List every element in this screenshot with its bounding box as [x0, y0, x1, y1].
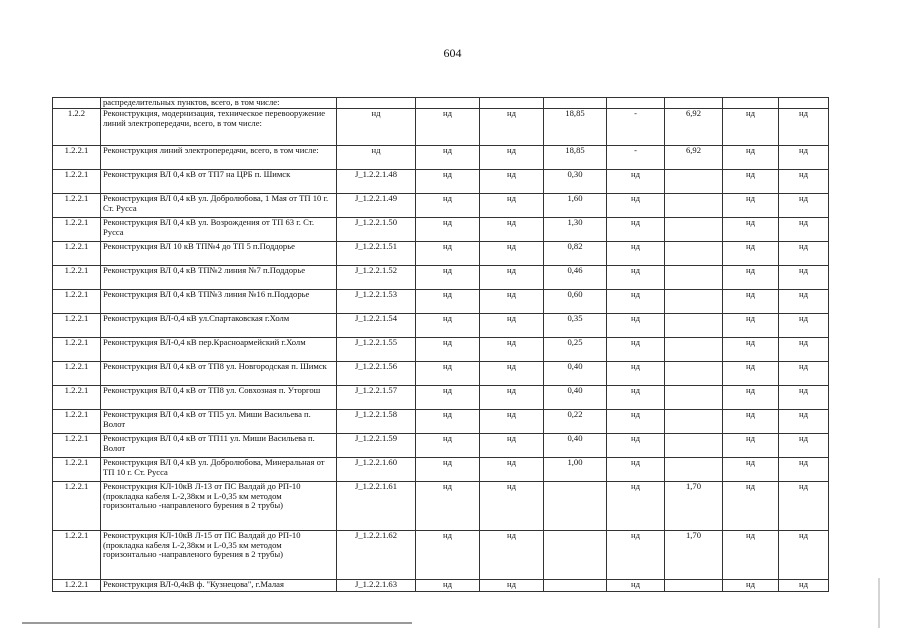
row-id: J_1.2.2.1.55 [337, 337, 416, 361]
col9-value: нд [723, 193, 779, 217]
col10-value: нд [779, 385, 829, 409]
table-row [53, 313, 829, 337]
col5-value: нд [480, 241, 544, 265]
row-name: Реконструкция ВЛ 0,4 кВ ул. Добролюбова, 1 Мая от ТП 10 г. Ст. Русса [101, 193, 337, 217]
col4-value: нд [416, 108, 480, 145]
col9-value: нд [723, 337, 779, 361]
col5-value: нд [480, 457, 544, 481]
col5-value: нд [480, 433, 544, 457]
row-name: Реконструкция ВЛ 0,4 кВ ТП№3 линия №16 п.Поддорье [101, 289, 337, 313]
col4-value: нд [416, 433, 480, 457]
col7-value: нд [607, 433, 665, 457]
row-code: 1.2.2.1 [53, 579, 101, 591]
col9-value: нд [723, 409, 779, 433]
row-code: 1.2.2.1 [53, 265, 101, 289]
col7-value: нд [607, 457, 665, 481]
col7-value: нд [607, 241, 665, 265]
row-name: Реконструкция ВЛ 0,4 кВ от ТП8 ул. Новгородская п. Шимск [101, 361, 337, 385]
col4-value: нд [416, 409, 480, 433]
col6-value: 0,30 [544, 169, 607, 193]
col9-value: нд [723, 241, 779, 265]
col9-value [723, 98, 779, 109]
row-name: Реконструкция ВЛ 10 кВ ТП№4 до ТП 5 п.Поддорье [101, 241, 337, 265]
col10-value: нд [779, 337, 829, 361]
col4-value: нд [416, 457, 480, 481]
table-row [53, 169, 829, 193]
col6-value: 0,25 [544, 337, 607, 361]
col9-value: нд [723, 217, 779, 241]
col6-value: 0,40 [544, 361, 607, 385]
col5-value: нд [480, 193, 544, 217]
page-number: 604 [443, 46, 462, 60]
col5-value: нд [480, 313, 544, 337]
col10-value: нд [779, 313, 829, 337]
row-code: 1.2.2.1 [53, 289, 101, 313]
table-row [53, 108, 829, 145]
row-name: Реконструкция ВЛ 0,4 кВ от ТП8 ул. Совхозная п. Уторгош [101, 385, 337, 409]
col4-value: нд [416, 289, 480, 313]
col7-value: нд [607, 361, 665, 385]
col4-value: нд [416, 241, 480, 265]
col9-value: нд [723, 457, 779, 481]
row-code: 1.2.2.1 [53, 481, 101, 530]
row-id: нд [337, 145, 416, 169]
col10-value: нд [779, 265, 829, 289]
scan-artifact-mark [878, 578, 880, 628]
col7-value: нд [607, 265, 665, 289]
row-name: Реконструкция ВЛ 0,4 кВ ТП№2 линия №7 п.Поддорье [101, 265, 337, 289]
row-code: 1.2.2.1 [53, 313, 101, 337]
col4-value: нд [416, 193, 480, 217]
col6-value: 0,22 [544, 409, 607, 433]
col7-value: нд [607, 409, 665, 433]
col8-value [665, 289, 723, 313]
row-id: J_1.2.2.1.57 [337, 385, 416, 409]
col4-value: нд [416, 530, 480, 579]
col6-value: 0,35 [544, 313, 607, 337]
col7-value: нд [607, 579, 665, 591]
col8-value [665, 579, 723, 591]
row-code: 1.2.2.1 [53, 530, 101, 579]
col7-value: нд [607, 289, 665, 313]
col10-value: нд [779, 169, 829, 193]
col6-value [544, 530, 607, 579]
col6-value: 18,85 [544, 145, 607, 169]
row-id: J_1.2.2.1.62 [337, 530, 416, 579]
col7-value: нд [607, 337, 665, 361]
col6-value [544, 481, 607, 530]
row-code: 1.2.2.1 [53, 241, 101, 265]
row-id: нд [337, 108, 416, 145]
col4-value: нд [416, 265, 480, 289]
col6-value: 0,40 [544, 385, 607, 409]
row-name: распределительных пунктов, всего, в том числе: [101, 98, 337, 109]
row-name: Реконструкция КЛ-10кВ Л-13 от ПС Валдай до РП-10 (прокладка кабеля L-2,38км и L-0,35 км методом горизонтально -направленого бурения в 2 трубы) [101, 481, 337, 530]
table-row [53, 481, 829, 530]
row-id: J_1.2.2.1.63 [337, 579, 416, 591]
row-id: J_1.2.2.1.49 [337, 193, 416, 217]
col8-value [665, 98, 723, 109]
table-row [53, 385, 829, 409]
row-code: 1.2.2.1 [53, 361, 101, 385]
row-id: J_1.2.2.1.52 [337, 265, 416, 289]
col4-value: нд [416, 217, 480, 241]
col5-value: нд [480, 265, 544, 289]
col10-value: нд [779, 433, 829, 457]
col4-value: нд [416, 481, 480, 530]
col7-value: нд [607, 217, 665, 241]
table-row [53, 241, 829, 265]
row-id: J_1.2.2.1.58 [337, 409, 416, 433]
col10-value: нд [779, 481, 829, 530]
col4-value [416, 98, 480, 109]
col4-value: нд [416, 145, 480, 169]
col9-value: нд [723, 289, 779, 313]
col6-value [544, 579, 607, 591]
col5-value: нд [480, 481, 544, 530]
row-name: Реконструкция ВЛ-0,4 кВ пер.Красноармейский г.Холм [101, 337, 337, 361]
col8-value: 1,70 [665, 530, 723, 579]
col8-value [665, 337, 723, 361]
col8-value [665, 457, 723, 481]
row-id: J_1.2.2.1.50 [337, 217, 416, 241]
row-id: J_1.2.2.1.59 [337, 433, 416, 457]
col6-value: 18,85 [544, 108, 607, 145]
col5-value: нд [480, 579, 544, 591]
scan-artifact-line [22, 622, 412, 624]
table-row [53, 433, 829, 457]
row-id: J_1.2.2.1.53 [337, 289, 416, 313]
row-name: Реконструкция ВЛ 0,4 кВ от ТП7 на ЦРБ п. Шимск [101, 169, 337, 193]
col5-value: нд [480, 169, 544, 193]
row-name: Реконструкция ВЛ 0,4 кВ от ТП11 ул. Миши Васильева п. Волот [101, 433, 337, 457]
col10-value [779, 98, 829, 109]
col5-value: нд [480, 217, 544, 241]
col5-value: нд [480, 385, 544, 409]
row-id [337, 98, 416, 109]
col5-value [480, 98, 544, 109]
col5-value: нд [480, 409, 544, 433]
row-name: Реконструкция линий электропередачи, всего, в том числе: [101, 145, 337, 169]
row-code: 1.2.2.1 [53, 433, 101, 457]
col8-value [665, 265, 723, 289]
col8-value [665, 169, 723, 193]
col9-value: нд [723, 579, 779, 591]
col8-value: 1,70 [665, 481, 723, 530]
col9-value: нд [723, 385, 779, 409]
table-row [53, 361, 829, 385]
row-name: Реконструкция ВЛ-0,4кВ ф. "Кузнецова", г.Малая [101, 579, 337, 591]
row-code: 1.2.2.1 [53, 337, 101, 361]
col8-value: 6,92 [665, 145, 723, 169]
row-code: 1.2.2.1 [53, 145, 101, 169]
row-name: Реконструкция КЛ-10кВ Л-15 от ПС Валдай до РП-10 (прокладка кабеля L-2,38км и L-0,35 км методом горизонтально -направленого бурения в 2 трубы) [101, 530, 337, 579]
table-row [53, 579, 829, 591]
col8-value [665, 313, 723, 337]
col10-value: нд [779, 145, 829, 169]
col8-value [665, 241, 723, 265]
row-code: 1.2.2.1 [53, 457, 101, 481]
col5-value: нд [480, 361, 544, 385]
col5-value: нд [480, 289, 544, 313]
col10-value: нд [779, 409, 829, 433]
col9-value: нд [723, 530, 779, 579]
col4-value: нд [416, 385, 480, 409]
col10-value: нд [779, 289, 829, 313]
investment-program-table [52, 97, 829, 592]
col9-value: нд [723, 481, 779, 530]
col8-value [665, 217, 723, 241]
table-row [53, 409, 829, 433]
col7-value: - [607, 108, 665, 145]
row-code: 1.2.2.1 [53, 169, 101, 193]
col8-value [665, 361, 723, 385]
col6-value: 1,00 [544, 457, 607, 481]
row-code [53, 98, 101, 109]
col6-value: 1,30 [544, 217, 607, 241]
col4-value: нд [416, 337, 480, 361]
col10-value: нд [779, 361, 829, 385]
col7-value: нд [607, 481, 665, 530]
col7-value: нд [607, 385, 665, 409]
col9-value: нд [723, 433, 779, 457]
col9-value: нд [723, 361, 779, 385]
col6-value: 0,46 [544, 265, 607, 289]
col5-value: нд [480, 530, 544, 579]
row-id: J_1.2.2.1.56 [337, 361, 416, 385]
table-body [53, 98, 829, 592]
row-id: J_1.2.2.1.61 [337, 481, 416, 530]
col5-value: нд [480, 145, 544, 169]
row-id: J_1.2.2.1.51 [337, 241, 416, 265]
table-row [53, 337, 829, 361]
col7-value: нд [607, 169, 665, 193]
row-name: Реконструкция ВЛ 0,4 кВ ул. Возрождения от ТП 63 г. Ст. Русса [101, 217, 337, 241]
col10-value: нд [779, 193, 829, 217]
table-row [53, 265, 829, 289]
table-row [53, 145, 829, 169]
row-code: 1.2.2.1 [53, 193, 101, 217]
row-name: Реконструкция ВЛ 0,4 кВ от ТП5 ул. Миши Васильева п. Волот [101, 409, 337, 433]
col8-value [665, 409, 723, 433]
row-name: Реконструкция ВЛ-0,4 кВ ул.Спартаковская г.Холм [101, 313, 337, 337]
col9-value: нд [723, 169, 779, 193]
col6-value [544, 98, 607, 109]
col10-value: нд [779, 108, 829, 145]
col5-value: нд [480, 337, 544, 361]
table-row [53, 289, 829, 313]
col7-value: нд [607, 313, 665, 337]
col9-value: нд [723, 108, 779, 145]
col6-value: 1,60 [544, 193, 607, 217]
table-row [53, 98, 829, 109]
col10-value: нд [779, 457, 829, 481]
col9-value: нд [723, 265, 779, 289]
col7-value [607, 98, 665, 109]
table-row [53, 217, 829, 241]
col4-value: нд [416, 313, 480, 337]
col10-value: нд [779, 217, 829, 241]
row-code: 1.2.2.1 [53, 385, 101, 409]
col10-value: нд [779, 579, 829, 591]
row-name: Реконструкция, модернизация, техническое перевооружение линий электропередачи, всего, в том числе: [101, 108, 337, 145]
col8-value [665, 433, 723, 457]
col7-value: нд [607, 193, 665, 217]
col8-value [665, 385, 723, 409]
row-name: Реконструкция ВЛ 0,4 кВ ул. Добролюбова, Минеральная от ТП 10 г. Ст. Русса [101, 457, 337, 481]
col5-value: нд [480, 108, 544, 145]
row-id: J_1.2.2.1.60 [337, 457, 416, 481]
col8-value [665, 193, 723, 217]
row-id: J_1.2.2.1.48 [337, 169, 416, 193]
col4-value: нд [416, 361, 480, 385]
col9-value: нд [723, 145, 779, 169]
col4-value: нд [416, 169, 480, 193]
table-row [53, 530, 829, 579]
table-row [53, 193, 829, 217]
row-code: 1.2.2.1 [53, 217, 101, 241]
col10-value: нд [779, 530, 829, 579]
table-row [53, 457, 829, 481]
row-id: J_1.2.2.1.54 [337, 313, 416, 337]
col4-value: нд [416, 579, 480, 591]
col6-value: 0,82 [544, 241, 607, 265]
col9-value: нд [723, 313, 779, 337]
col10-value: нд [779, 241, 829, 265]
row-code: 1.2.2 [53, 108, 101, 145]
col6-value: 0,40 [544, 433, 607, 457]
col7-value: - [607, 145, 665, 169]
col6-value: 0,60 [544, 289, 607, 313]
row-code: 1.2.2.1 [53, 409, 101, 433]
col7-value: нд [607, 530, 665, 579]
col8-value: 6,92 [665, 108, 723, 145]
